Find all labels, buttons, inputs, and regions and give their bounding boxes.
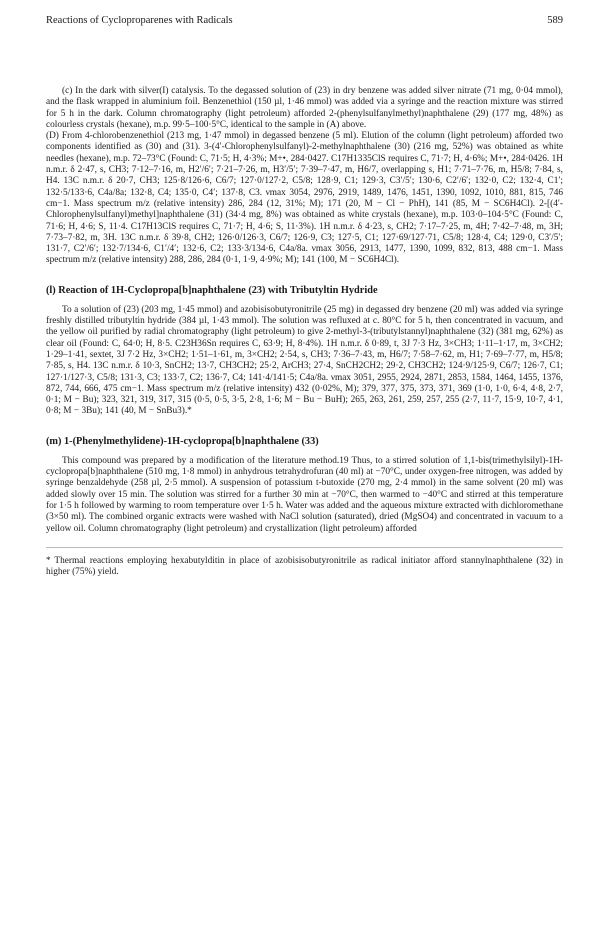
paragraph-c-silver-catalysis: (c) In the dark with silver(I) catalysis. To the degassed solution of (23) in dry benzene was added silver nitrate (71 mg, 0·04 mmol), and the flask wrapped in aluminium foil. Benzenethiol (150 µl, 1·46 mmol) was added via a syringe and the reaction mixture was stirred for 5 h in the dark. Column chromatography (light petroleum) afforded 2-(phenylsulfanylmethyl)naphthalene (29) (177 mg, 48%) as colourless crystals (hexane), m.p. 99·5–100·5°C, identical to the sample in (A) above.	[46, 86, 563, 130]
section-m-heading: (m) 1-(Phenylmethylidene)-1H-cyclopropa[b]naphthalene (33)	[46, 435, 319, 447]
running-head	[46, 14, 563, 28]
running-head-title: Reactions of Cycloproparenes with Radicals	[46, 15, 233, 26]
page-number: 589	[547, 15, 563, 26]
footnote-divider	[46, 547, 563, 548]
experimental-c-d	[46, 86, 563, 267]
section-m-body	[46, 456, 563, 535]
section-m-paragraph: This compound was prepared by a modification of the literature method.19 Thus, to a stirred solution of 1,1-bis(trimethylsilyl)-1H-cyclopropa[b]naphthalene (510 mg, 1·8 mmol) in anhydrous tetrahydrofuran (40 ml) at −70°C, under oxygen-free nitrogen, was added by syringe benzaldehyde (258 µl, 2·5 mmol). A suspension of potassium t-butoxide (270 mg, 2·4 mmol) in the same solvent (20 ml) was added slowly over 15 min. The solution was stirred for a further 30 min at −70°C, then warmed to −40°C and stirred at this temperature for 1·5 h followed by warming to room temperature over 1·5 h. Water was added and the aqueous mixture extracted with dichloromethane (3×50 ml). The combined organic extracts were washed with NaCl solution (saturated), dried (MgSO4) and concentrated in vacuum to a yellow oil. Column chromatography (light petroleum) and crystallization (light petroleum) afforded	[46, 455, 563, 534]
footnote: * Thermal reactions employing hexabutylditin in place of azobisisobutyronitrile as radical initiator afford stannylnaphthalene (32) in higher (75%) yield.	[46, 555, 563, 578]
paragraph-d-chlorobenzenethiol: (D) From 4-chlorobenzenethiol (213 mg, 1·47 mmol) in degassed benzene (5 ml). Elution of the column (light petroleum) afforded two components identified as (30) and (31). 3-(4′-Chlorophenylsulfanyl)-2-methylnaphthalene (30) (216 mg, 52%) was obtained as white needles (hexane), m.p. 72–73°C (Found: C, 71·5; H, 4·3%; M+•, 284·0427. C17H1335ClS requires C, 71·7; H, 4·6%; M+•, 284·0426. 1H n.m.r. δ 2·47, s, CH3; 7·12–7·16, m, H2′/6′; 7·21–7·26, m, H3′/5′; 7·39–7·47, m, H6/7, overlapping s, H1; 7·71–7·76, m, H5/8; 7·84, s, H4. 13C n.m.r. δ 20·7, CH3; 125·8/126·6, C6/7; 127·0/127·2, C5/8; 128·9, C1; 129·3, C3′/5′; 130·6, C2′/6′; 132·0, C2; 132·4, C1′; 132·5/133·6, C4a/8a; 132·8, C4; 135·0, C4′; 137·8, C3. νmax 3054, 2976, 2919, 1489, 1476, 1451, 1390, 1092, 1010, 881, 815, 746 cm−1. Mass spectrum m/z (relative intensity) 286, 284 (12, 31%; M); 171 (20, M − Cl − PhH), 141 (85, M − SC6H4Cl). 2-[(4′-Chlorophenylsulfanyl)methyl]naphthalene (31) (34·4 mg, 8%) was obtained as white crystals (hexane), m.p. 103·0–104·5°C (Found: C, 71·6; H, 4·6; S, 11·4. C17H13ClS requires C, 71·7; H, 4·6; S, 11·3%). 1H n.m.r. δ 4·23, s, CH2; 7·17–7·25, m, 4H; 7·42–7·48, m, 3H; 7·73–7·82, m, 3H. 13C n.m.r. δ 39·8, CH2; 126·0/126·3, C6/7; 126·9, C3; 127·5, C1; 127·69/127·71, C5/8; 128·4, C4; 129·0, C3′/5′; 131·7, C2′/6′; 132·7/134·6, C1′/4′; 132·6, C2; 133·3/134·6, C4a/8a. νmax 3056, 2913, 1477, 1390, 1099, 832, 813, 488 cm−1. Mass spectrum m/z (relative intensity) 288, 286, 284 (0·1, 1·9, 4·9%; M); 141 (100, M − SC6H4Cl).	[46, 131, 563, 266]
section-l-body	[46, 305, 563, 418]
section-l-heading: (l) Reaction of 1H-Cyclopropa[b]naphthalene (23) with Tributyltin Hydride	[46, 284, 378, 296]
section-l-paragraph: To a solution of (23) (203 mg, 1·45 mmol) and azobisisobutyronitrile (25 mg) in degassed dry benzene (20 ml) was added via syringe freshly distilled tributyltin hydride (384 µl, 1·43 mmol). The solution was refluxed at c. 80°C for 5 h, then concentrated in vacuum, and the yellow oil purified by radial chromatography (light petroleum) to give 2-methyl-3-(tributylstannyl)naphthalene (32) (381 mg, 62%) as clear oil (Found: C, 64·0; H, 8·5. C23H36Sn requires C, 63·9; H, 8·4%). 1H n.m.r. δ 0·89, t, 3J 7·3 Hz, 3×CH3; 1·11–1·17, m, 3×CH2; 1·29–1·41, sextet, 3J 7·2 Hz, 3×CH2; 1·51–1·61, m, 3×CH2; 2·54, s, CH3; 7·36–7·43, m, H6/7; 7·58–7·62, m, H1; 7·69–7·77, m, H5/8; 7·85, s, H4. 13C n.m.r. δ 10·3, SnCH2; 13·7, CH3CH2; 25·2, ArCH3; 27·4, SnCH2CH2; 29·2, CH3CH2; 124·9/125·9, C6/7; 126·7, C1; 127·1/127·3, C5/8; 131·3, C3; 133·7, C2; 136·7, C4; 141·4/141·5; C4a/8a. νmax 3051, 2955, 2924, 2871, 2853, 1584, 1464, 1455, 1376, 872, 744, 666, 475 cm−1. Mass spectrum m/z (relative intensity) 432 (0·02%, M); 379, 377, 375, 373, 371, 369 (1·0, 1·0, 6·4, 4·8, 2·7, 0·1; M − Bu); 323, 321, 319, 317, 315 (0·5, 0·5, 3·5, 2·8, 1·6; M − Bu − BuH); 265, 263, 261, 259, 257, 255 (2·7, 11·7, 15·9, 10·7, 4·1, 0·8; M − 3Bu); 141 (40, M − SnBu3).*	[46, 304, 563, 417]
